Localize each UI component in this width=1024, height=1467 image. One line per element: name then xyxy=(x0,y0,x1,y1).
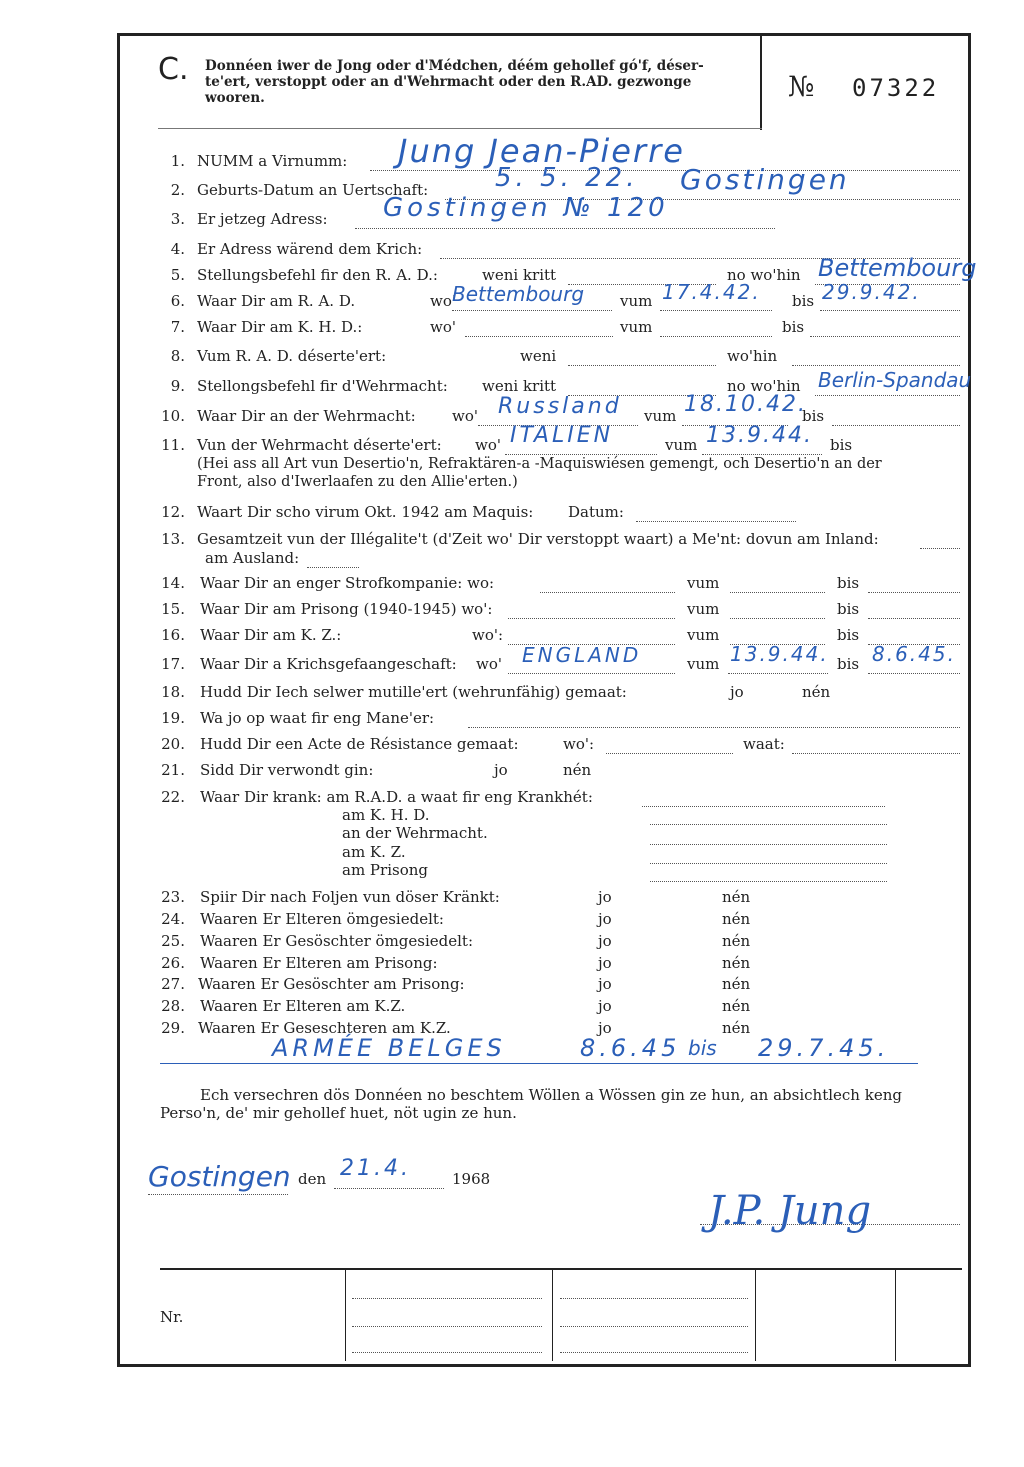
field-5-no: no wo'hin xyxy=(727,266,801,284)
field-29-nen: nén xyxy=(722,1019,751,1037)
field-6-wo: wo' xyxy=(430,292,456,310)
field-24-label: Waaren Er Elteren ömgesiedelt: xyxy=(200,910,444,928)
field-26-nen: nén xyxy=(722,954,751,972)
field-6-vum: vum xyxy=(620,292,653,310)
field-22-line-4 xyxy=(650,867,887,882)
field-15-line-c xyxy=(868,604,960,619)
field-18-label: Hudd Dir Iech selwer mutille'ert (wehrunfähig) gemaat: xyxy=(200,683,627,701)
footer-divider-4 xyxy=(895,1268,896,1361)
field-number: 14. xyxy=(161,574,185,592)
field-18-nen: nén xyxy=(802,683,831,701)
field-8-label: Vum R. A. D. déserte'ert: xyxy=(197,347,387,365)
field-10-bis: bis xyxy=(802,407,825,425)
field-2-place: Gostingen xyxy=(680,163,850,196)
handwritten-underline xyxy=(160,1063,918,1064)
field-number: 12. xyxy=(161,503,185,521)
form-number: 07322 xyxy=(852,74,940,102)
field-13-label: Gesamtzeit vun der Illégalite't (d'Zeit wo' Dir verstoppt waart) a Me'nt: dovun am Inland: xyxy=(197,530,879,548)
field-19-line xyxy=(468,713,960,728)
field-6-label: Waar Dir am R. A. D. xyxy=(197,292,356,310)
field-20-line-b xyxy=(792,739,960,754)
field-23-nen: nén xyxy=(722,888,751,906)
field-19-label: Wa jo op waat fir eng Mane'er: xyxy=(200,709,435,727)
field-11-value-vum: 13.9.44. xyxy=(706,423,813,448)
field-14-line-c xyxy=(868,578,960,593)
field-14-line-a xyxy=(540,578,675,593)
field-21-label: Sidd Dir verwondt gin: xyxy=(200,761,374,779)
field-number: 24. xyxy=(161,910,185,928)
field-23-jo: jo xyxy=(598,888,612,906)
field-number: 10. xyxy=(161,407,185,425)
footer-nr-label: Nr. xyxy=(160,1308,184,1326)
signature-date: 21.4. xyxy=(340,1156,411,1181)
field-8-weni: weni xyxy=(520,347,557,365)
number-label: № xyxy=(788,70,815,103)
field-3-value: Gostingen № 120 xyxy=(383,193,669,223)
field-number: 9. xyxy=(170,377,185,395)
field-7-line-a xyxy=(465,322,613,337)
header-title: Donnéen iwer de Jong oder d'Médchen, déém gehollef gó'f, déser- te'ert, verstoppt oder an d'Wehrmacht oder den R.AD. gezwonge wooren. xyxy=(205,58,704,106)
field-10-value-wo: Russland xyxy=(498,394,622,419)
field-12-line xyxy=(636,507,796,522)
field-number: 25. xyxy=(161,932,185,950)
field-number: 23. xyxy=(161,888,185,906)
field-24-nen: nén xyxy=(722,910,751,928)
field-number: 18. xyxy=(161,683,185,701)
field-18-jo: jo xyxy=(730,683,744,701)
field-17-wo: wo' xyxy=(476,655,502,673)
field-7-bis: bis xyxy=(782,318,805,336)
field-22-sub-1: am K. H. D. xyxy=(342,806,430,824)
field-9-no: no wo'hin xyxy=(727,377,801,395)
field-7-label: Waar Dir am K. H. D.: xyxy=(197,318,363,336)
footer-line xyxy=(560,1312,748,1327)
field-21-jo: jo xyxy=(494,761,508,779)
field-22-sub-2: an der Wehrmacht. xyxy=(342,824,488,842)
field-27-label: Waaren Er Gesöschter am Prisong: xyxy=(198,975,465,993)
field-22-label: Waar Dir krank: am R.A.D. a waat fir eng Krankhét: xyxy=(200,788,593,806)
field-9-label: Stellongsbefehl fir d'Wehrmacht: xyxy=(197,377,448,395)
field-1-value: Jung Jean-Pierre xyxy=(398,132,685,170)
field-number: 19. xyxy=(161,709,185,727)
field-number: 15. xyxy=(161,600,185,618)
field-16-bis: bis xyxy=(837,626,860,644)
field-number: 2. xyxy=(170,181,185,199)
field-11-bis: bis xyxy=(830,436,853,454)
field-10-vum: vum xyxy=(644,407,677,425)
field-17-value-vum: 13.9.44. xyxy=(730,642,829,666)
field-number: 21. xyxy=(161,761,185,779)
field-11-wo: wo' xyxy=(475,436,501,454)
field-number: 8. xyxy=(170,347,185,365)
field-15-bis: bis xyxy=(837,600,860,618)
footer-line xyxy=(352,1284,542,1299)
field-14-bis: bis xyxy=(837,574,860,592)
footer-line xyxy=(560,1284,748,1299)
field-14-label: Waar Dir an enger Strofkompanie: wo: xyxy=(200,574,495,592)
field-7-vum: vum xyxy=(620,318,653,336)
field-number: 3. xyxy=(170,210,185,228)
field-number: 26. xyxy=(161,954,185,972)
field-7-line-b xyxy=(660,322,772,337)
field-4-label: Er Adress wärend dem Krich: xyxy=(197,240,423,258)
field-12-datum: Datum: xyxy=(568,503,624,521)
field-11-value-wo: ITALIEN xyxy=(510,423,614,448)
section-letter: C. xyxy=(158,52,189,87)
field-16-wo: wo': xyxy=(472,626,504,644)
field-28-jo: jo xyxy=(598,997,612,1015)
field-13-line-a xyxy=(920,534,960,549)
field-20-label: Hudd Dir een Acte de Résistance gemaat: xyxy=(200,735,519,753)
footer-line xyxy=(352,1338,542,1353)
field-15-line-b xyxy=(730,604,825,619)
field-5-value: Bettembourg xyxy=(818,254,977,282)
field-10-value-vum: 18.10.42. xyxy=(684,392,807,417)
field-1-label: NUMM a Virnumm: xyxy=(197,152,348,170)
field-29-jo: jo xyxy=(598,1019,612,1037)
field-23-label: Spiir Dir nach Foljen vun döser Kränkt: xyxy=(200,888,500,906)
field-9-weni: weni kritt xyxy=(482,377,557,395)
field-20-wo: wo': xyxy=(563,735,595,753)
field-14-vum: vum xyxy=(687,574,720,592)
footer-divider-1 xyxy=(345,1268,346,1361)
field-7-line-c xyxy=(810,322,960,337)
field-number: 5. xyxy=(170,266,185,284)
field-3-label: Er jetzeg Adress: xyxy=(197,210,328,228)
footer-divider-2 xyxy=(552,1268,553,1361)
field-14-line-b xyxy=(730,578,825,593)
signature-year: 1968 xyxy=(452,1170,491,1188)
field-number: 20. xyxy=(161,735,185,753)
field-17-bis: bis xyxy=(837,655,860,673)
header-underline xyxy=(158,128,762,129)
field-number: 6. xyxy=(170,292,185,310)
field-20-waat: waat: xyxy=(743,735,785,753)
field-10-wo: wo' xyxy=(452,407,478,425)
signature: J.P. Jung xyxy=(708,1188,872,1234)
field-number: 1. xyxy=(170,152,185,170)
field-29-label: Waaren Er Geseschteren am K.Z. xyxy=(198,1019,451,1037)
field-26-label: Waaren Er Elteren am Prisong: xyxy=(200,954,438,972)
field-2-date: 5. 5. 22. xyxy=(495,163,639,193)
den-label: den xyxy=(298,1170,327,1188)
field-16-vum: vum xyxy=(687,626,720,644)
signature-place: Gostingen xyxy=(148,1160,291,1193)
field-6-value-vum: 17.4.42. xyxy=(662,280,761,304)
field-number: 11. xyxy=(161,436,185,454)
field-17-label: Waar Dir a Krichsgefaangeschaft: xyxy=(200,655,457,673)
footer-line xyxy=(352,1312,542,1327)
field-15-line-a xyxy=(508,604,675,619)
field-number: 4. xyxy=(170,240,185,258)
field-22-line-2 xyxy=(650,830,887,845)
field-5-label: Stellungsbefehl fir den R. A. D.: xyxy=(197,266,438,284)
field-11-label: Vun der Wehrmacht déserte'ert: xyxy=(197,436,442,454)
handwritten-note-3: bis xyxy=(688,1036,717,1060)
field-16-label: Waar Dir am K. Z.: xyxy=(200,626,342,644)
field-number: 13. xyxy=(161,530,185,548)
field-6-value-bis: 29.9.42. xyxy=(822,280,921,304)
field-13-ausland: am Ausland: xyxy=(205,549,300,567)
field-10-line-c xyxy=(832,411,960,426)
field-13-line-b xyxy=(307,553,359,568)
field-2-label: Geburts-Datum an Uertschaft: xyxy=(197,181,429,199)
handwritten-note-2: 8.6.45 xyxy=(580,1034,681,1062)
handwritten-note-1: ARMÉE BELGES xyxy=(272,1034,506,1062)
field-17-value-bis: 8.6.45. xyxy=(872,642,956,666)
field-28-nen: nén xyxy=(722,997,751,1015)
field-11-note-1: (Hei ass all Art vun Desertio'n, Refraktären-a -Maquiswiésen gemengt, och Desertio'n an der xyxy=(197,456,882,472)
field-28-label: Waaren Er Elteren am K.Z. xyxy=(200,997,406,1015)
field-27-jo: jo xyxy=(598,975,612,993)
field-26-jo: jo xyxy=(598,954,612,972)
field-21-nen: nén xyxy=(563,761,592,779)
field-8-line-b xyxy=(792,351,960,366)
field-11-note-2: Front, also d'Iwerlaafen zu den Allie'erten.) xyxy=(197,474,518,490)
field-number: 22. xyxy=(161,788,185,806)
field-12-label: Waart Dir scho virum Okt. 1942 am Maquis: xyxy=(197,503,534,521)
field-5-weni: weni kritt xyxy=(482,266,557,284)
header-divider xyxy=(760,35,762,130)
field-8-line-a xyxy=(568,351,716,366)
field-number: 7. xyxy=(170,318,185,336)
field-15-label: Waar Dir am Prisong (1940-1945) wo': xyxy=(200,600,493,618)
field-9-value: Berlin-Spandau xyxy=(818,368,972,392)
field-11-vum: vum xyxy=(665,436,698,454)
field-6-value-wo: Bettembourg xyxy=(452,282,585,306)
declaration-line-2: Perso'n, de' mir gehollef huet, nöt ugin ze hun. xyxy=(160,1104,517,1122)
field-number: 28. xyxy=(161,997,185,1015)
field-27-nen: nén xyxy=(722,975,751,993)
footer-divider-3 xyxy=(755,1268,756,1361)
field-15-vum: vum xyxy=(687,600,720,618)
declaration-line-1: Ech versechren dös Donnéen no beschtem Wöllen a Wössen gin ze hun, an absichtlech keng xyxy=(200,1086,902,1104)
field-6-bis: bis xyxy=(792,292,815,310)
footer-top-rule xyxy=(160,1268,962,1270)
field-number: 29. xyxy=(161,1019,185,1037)
footer-line xyxy=(560,1338,748,1353)
field-20-line-a xyxy=(606,739,733,754)
field-22-sub-4: am Prisong xyxy=(342,861,428,879)
field-number: 17. xyxy=(161,655,185,673)
field-24-jo: jo xyxy=(598,910,612,928)
field-25-nen: nén xyxy=(722,932,751,950)
field-17-vum: vum xyxy=(687,655,720,673)
field-22-sub-3: am K. Z. xyxy=(342,843,406,861)
field-7-wo: wo' xyxy=(430,318,456,336)
field-number: 27. xyxy=(161,975,185,993)
field-22-line-3 xyxy=(650,849,887,864)
field-10-label: Waar Dir an der Wehrmacht: xyxy=(197,407,416,425)
field-22-line-0 xyxy=(642,792,885,807)
field-17-value-wo: ENGLAND xyxy=(522,643,642,667)
field-25-jo: jo xyxy=(598,932,612,950)
place-line xyxy=(148,1180,288,1195)
field-22-line-1 xyxy=(650,810,887,825)
field-25-label: Waaren Er Gesöschter ömgesiedelt: xyxy=(200,932,474,950)
handwritten-note-4: 29.7.45. xyxy=(758,1034,890,1062)
field-8-wohin: wo'hin xyxy=(727,347,778,365)
field-number: 16. xyxy=(161,626,185,644)
